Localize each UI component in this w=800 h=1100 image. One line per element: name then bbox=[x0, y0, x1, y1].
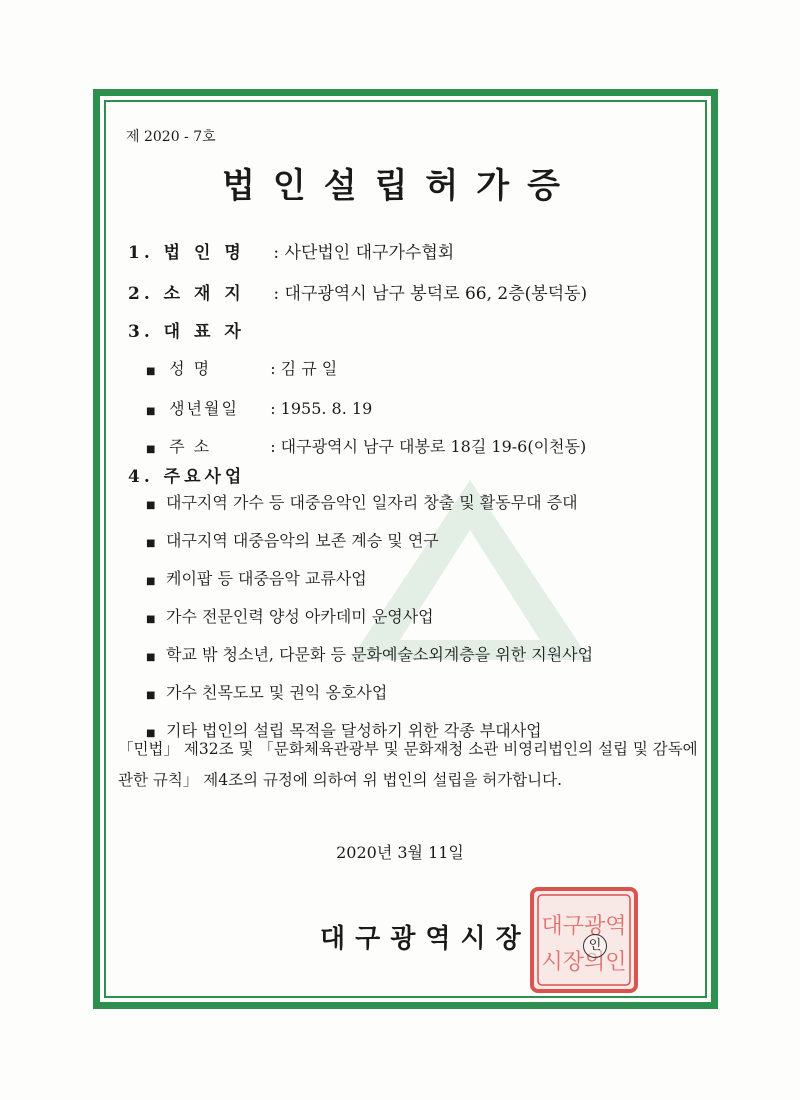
small-square-bullet-icon: ■ bbox=[146, 728, 156, 739]
issue-date: 2020년 3월 11일 bbox=[336, 843, 464, 862]
corp-name-value: : 사단법인 대구가수협회 bbox=[273, 243, 455, 263]
location-label: 2. 소 재 지 bbox=[128, 284, 245, 304]
issuer-name: 대구광역시장 bbox=[320, 924, 531, 954]
list-item: ■ 대구지역 대중음악의 보존 계승 및 연구 bbox=[146, 531, 439, 550]
list-item: ■ 학교 밖 청소년, 다문화 등 문화예술소외계층을 위한 지원사업 bbox=[146, 645, 594, 664]
business-list bbox=[146, 490, 593, 756]
small-square-bullet-icon: ■ bbox=[146, 576, 156, 587]
document-number: 제 2020 - 7호 bbox=[126, 129, 216, 145]
rep-address-row bbox=[146, 434, 586, 457]
rep-address-value: : 대구광역시 남구 대봉로 18길 19-6(이천동) bbox=[270, 437, 587, 456]
list-item: ■ 기타 법인의 설립 목적을 달성하기 위한 각종 부대사업 bbox=[146, 721, 542, 740]
list-item: ■ 가수 전문인력 양성 아카데미 운영사업 bbox=[146, 607, 434, 626]
svg-text:시장의인: 시장의인 bbox=[541, 950, 627, 975]
svg-text:대구광역: 대구광역 bbox=[541, 914, 627, 939]
corp-name-label: 1. 법 인 명 bbox=[128, 243, 245, 263]
small-square-bullet-icon: ■ bbox=[146, 366, 156, 377]
rep-name-row bbox=[146, 356, 337, 379]
location-value: : 대구광역시 남구 봉덕로 66, 2층(봉덕동) bbox=[273, 284, 588, 304]
representative-heading: 3. 대 표 자 bbox=[128, 322, 245, 342]
small-square-bullet-icon: ■ bbox=[146, 614, 156, 625]
small-square-bullet-icon: ■ bbox=[146, 500, 156, 511]
business-heading: 4. 주요사업 bbox=[128, 467, 246, 487]
small-square-bullet-icon: ■ bbox=[146, 406, 156, 417]
rep-birthdate-value: : 1955. 8. 19 bbox=[270, 399, 373, 418]
rep-birthdate-row bbox=[146, 396, 372, 419]
list-item: ■ 가수 친목도모 및 권익 옹호사업 bbox=[146, 683, 388, 702]
small-square-bullet-icon: ■ bbox=[146, 444, 156, 455]
rep-name-value: : 김 규 일 bbox=[270, 359, 338, 378]
corp-name-row bbox=[128, 238, 454, 263]
location-row bbox=[128, 279, 587, 304]
document-title: 법인설립허가증 bbox=[222, 166, 578, 206]
rep-name-label: 성 명 bbox=[169, 359, 212, 378]
list-item: ■ 케이팝 등 대중음악 교류사업 bbox=[146, 569, 367, 588]
small-square-bullet-icon: ■ bbox=[146, 652, 156, 663]
small-square-bullet-icon: ■ bbox=[146, 538, 156, 549]
small-square-bullet-icon: ■ bbox=[146, 690, 156, 701]
rep-birthdate-label: 생년월일 bbox=[169, 399, 239, 418]
permission-statement: 「민법」 제32조 및 「문화체육관광부 및 문화재청 소관 비영리법인의 설립 및 감독에 관한 규칙」 제4조의 규정에 의하여 위 법인의 설립을 허가합니다. bbox=[118, 740, 698, 789]
list-item: ■ 대구지역 가수 등 대중음악인 일자리 창출 및 활동무대 증대 bbox=[146, 493, 578, 512]
rep-address-label: 주 소 bbox=[169, 437, 212, 456]
seal-mark: 인 bbox=[583, 934, 607, 958]
